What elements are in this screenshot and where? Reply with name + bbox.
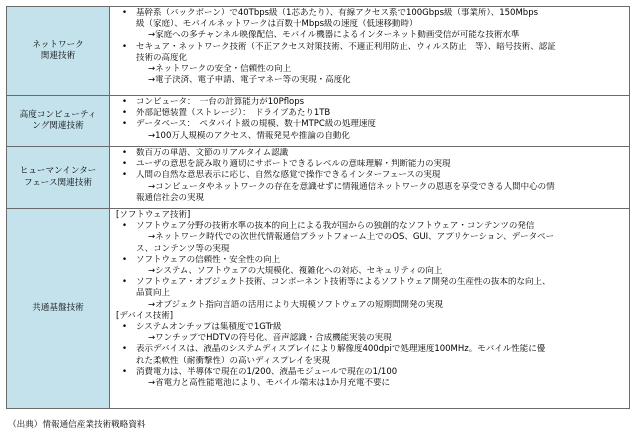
content-line: →システム、ソフトウェアの大規模化、複雑化への対応、セキュリティの向上 — [148, 266, 443, 277]
content-line: →省電力と高性能電池により、モバイル端末は1か月充電不要に — [148, 378, 391, 389]
category-label: 高度コンピューティ — [19, 109, 97, 120]
content-line: • システムオンチップは集積度で1GTr級 — [116, 322, 625, 333]
category-cell-human-interface — [7, 147, 110, 209]
section-heading: [デバイス技術] — [116, 310, 174, 321]
table-row-network — [7, 7, 630, 96]
category-cell-common-platform — [7, 209, 110, 409]
content-line: • ソフトウェア・オブジェクト技術、コンポーネント技術等によるソフトウェア開発の生産性の抜本的な向上、 — [116, 277, 625, 288]
content-line: • コンピュータ： 一台の計算能力が10Pflops — [116, 97, 625, 108]
content-cell-computing — [110, 96, 630, 147]
content-line: →家庭への多チャンネル映像配信、モバイル機器によるインターネット動画受信が可能な技術水準 — [148, 30, 520, 41]
technology-table — [6, 6, 630, 409]
content-line: ス、コンテンツ等の実現 — [136, 243, 230, 254]
section-heading: [ソフトウェア技術] — [116, 210, 191, 220]
category-cell-network — [7, 7, 110, 96]
content-line: • 数百万の単語、文節のリアルタイム認識 — [116, 148, 625, 159]
content-line: →コンピュータやネットワークの存在を意識せずに情報通信ネットワークの恩恵を享受できる人間中心の情 — [148, 181, 555, 192]
source-note: （出典）情報通信産業技術戦略資料 — [8, 420, 146, 430]
category-cell-computing — [7, 96, 110, 147]
content-line: • ソフトウェア分野の技術水準の抜本的向上による我が国からの独創的なソフトウェア・コンテンツの発信 — [116, 221, 625, 232]
category-label: フェース関連技術 — [24, 177, 92, 188]
content-line: 品質向上 — [136, 288, 171, 299]
content-line: • ソフトウェアの信頼性・安全性の向上 — [116, 255, 625, 266]
content-line: • 基幹系（バックボーン）で40Tbps級（1芯あたり）、有線アクセス系で100Gbps級（事業所）、150Mbps — [116, 8, 625, 19]
content-line: • セキュア・ネットワーク技術（不正アクセス対策技術、不適正利用防止、ウィルス防止 等）、暗号技術、認証 — [116, 42, 625, 53]
content-line: • ユーザの意思を読み取り適切にサポートできるレベルの意味理解・判断能力の実現 — [116, 159, 625, 170]
content-cell-network — [110, 7, 630, 96]
category-label: ネットワーク — [32, 39, 84, 50]
content-line: 級（家庭）、モバイルネットワークは百数十Mbps級の速度（低速移動時） — [136, 19, 418, 30]
content-line: →ネットワークの安全・信頼性の向上 — [148, 64, 292, 75]
category-label: 共通基盤技術 — [32, 302, 84, 313]
content-cell-common-platform — [110, 209, 630, 409]
content-line: →オブジェクト指向言語の活用により大規模ソフトウェアの短期間開発の実現 — [148, 299, 444, 310]
table-row-human-interface — [7, 147, 630, 209]
table-row-common-platform — [7, 209, 630, 409]
content-line: • データベース： ペタバイト級の規模、数十MTPC級の処理速度 — [116, 119, 625, 130]
content-line: →100万人規模のアクセス、情報発見や推論の自動化 — [148, 130, 350, 141]
category-label: ング関連技術 — [32, 121, 84, 131]
content-line: • 消費電力は、半導体で現在の1/200、液晶モジュールで現在の1/100 — [116, 367, 625, 378]
content-line: • 人間の自然な意思表示に応じ、自然な感覚で操作できるインターフェースの実現 — [116, 170, 625, 181]
content-line: →ネットワーク時代での次世代情報通信プラットフォーム上でのOS、GUI、アプリケーション、データベー — [148, 232, 555, 243]
content-line: →ワンチップでHDTVの符号化、音声認識・合成機能実装の実現 — [148, 333, 392, 344]
content-line: • 外部記憶装置（ストレージ）： ドライブあたり1TB — [116, 108, 625, 119]
content-line: →電子決済、電子申請、電子マネー等の実現・高度化 — [148, 75, 351, 86]
content-line: 技術の高度化 — [136, 52, 188, 63]
content-line: • 表示デバイスは、液晶のシステムディスプレイにより解像度400dpiで処理速度100MHz。モバイル性能に優 — [116, 344, 625, 355]
content-line: 報通信社会の実現 — [136, 192, 205, 203]
table-row-computing — [7, 96, 630, 147]
category-label: ヒューマンインター — [19, 166, 97, 176]
category-label: 関連技術 — [40, 51, 76, 61]
content-cell-human-interface — [110, 147, 630, 209]
content-line: れた柔軟性（耐衝撃性）の高いディスプレイを実現 — [136, 355, 331, 366]
